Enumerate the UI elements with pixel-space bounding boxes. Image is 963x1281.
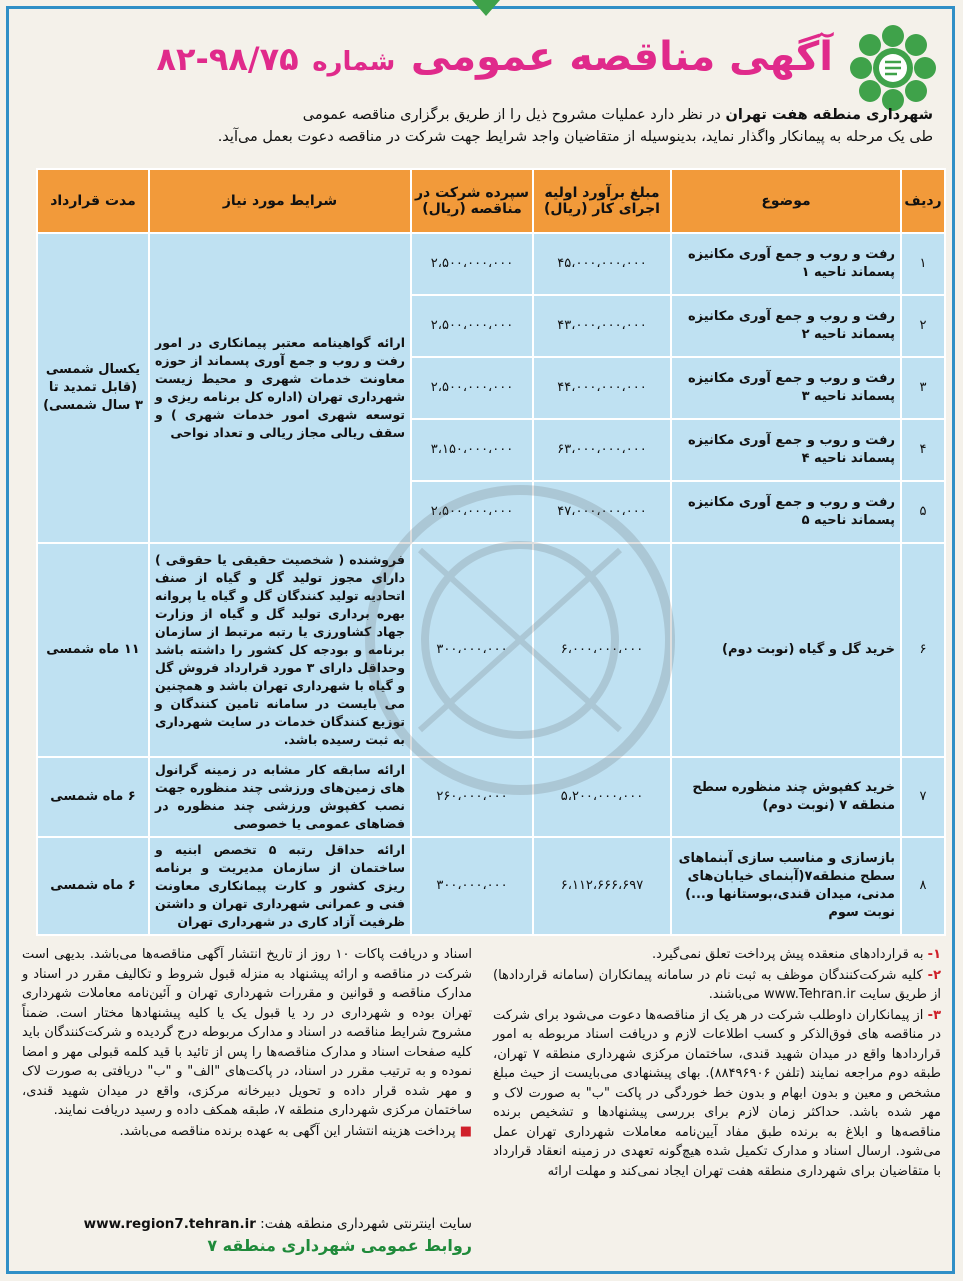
col-header-subject: موضوع: [671, 169, 901, 233]
notes-right-column: [493, 945, 941, 1182]
row-deposit: ۳۰۰،۰۰۰،۰۰۰: [411, 837, 533, 935]
col-header-row: ردیف: [901, 169, 945, 233]
row-number: ۲: [901, 295, 945, 357]
note-publication-cost: [22, 1122, 472, 1142]
website-link[interactable]: www.region7.tehran.ir: [83, 1216, 256, 1232]
notes-left-column: [22, 945, 472, 1142]
table-header-row: [37, 169, 945, 233]
col-header-estimate: مبلغ برآورد اولیه اجرای کار (ریال): [533, 169, 671, 233]
row-estimate: ۶،۰۰۰،۰۰۰،۰۰۰: [533, 543, 671, 757]
row8-conditions: ارائه حداقل رتبه ۵ تخصص ابنیه و ساختمان از سازمان مدیریت و برنامه ریزی کشور و کارت پیمانکاری معاونت فنی و عمرانی شهرداری تهران و داشتن ظرفیت آزاد کاری در شهرداری تهران: [149, 837, 411, 935]
table-row: [37, 543, 945, 757]
note-3-text: از پیمانکاران داوطلب شرکت در هر یک از مناقصه‌ها دعوت می‌شود برای شرکت در مناقصه های فوق‌الذکر و کسب اطلاعات لازم و دریافت اسناد مربوطه به امور قراردادها واقع در میدان شهید قندی، ساختمان مرکزی شهرداری منطقه ۷ تهران، طبقه دوم مراجعه نمایند (تلفن ۸۸۴۹۶۹۰۶). بهای پیشنهادی می‌بایست از حیث مبلغ مشخص و معین و بدون ابهام و بدون خط خوردگی در پاکت "ب" به صورت لاک و مهر شده باشد. حداکثر زمان لازم برای بررسی پیشنهادها و تشخیص برنده مناقصه‌ها و ابلاغ به برنده طبق مفاد آیین‌نامه معاملات شهرداری تهران عمل می‌شود. ارسال اسناد و مدارک تکمیل شده هیچ‌گونه تعهدی در زمینه انعقاد قرارداد با متقاضیان برای شهرداری منطقه هفت تهران ایجاد نمی‌کند و مهلت ارائه: [493, 1007, 942, 1179]
table-row: [37, 233, 945, 295]
notice-title: [156, 34, 833, 80]
row-estimate: ۴۵،۰۰۰،۰۰۰،۰۰۰: [533, 233, 671, 295]
tehran-municipality-logo-icon: [847, 22, 939, 114]
row-deposit: ۳،۱۵۰،۰۰۰،۰۰۰: [411, 419, 533, 481]
table-row: [37, 757, 945, 837]
row-subject: خرید کفپوش چند منظوره سطح منطقه ۷ (نوبت دوم): [671, 757, 901, 837]
row-number: ۷: [901, 757, 945, 837]
table-row: [37, 837, 945, 935]
note-2: [493, 966, 941, 1005]
row-deposit: ۲،۵۰۰،۰۰۰،۰۰۰: [411, 233, 533, 295]
row-subject: رفت و روب و جمع آوری مکانیزه پسماند ناحیه ۵: [671, 481, 901, 543]
row-number: ۴: [901, 419, 945, 481]
row-deposit: ۲،۵۰۰،۰۰۰،۰۰۰: [411, 357, 533, 419]
row7-duration: ۶ ماه شمسی: [37, 757, 149, 837]
note-3-number: ۳-: [927, 1007, 941, 1023]
note-3: [493, 1006, 941, 1182]
row-estimate: ۶،۱۱۲،۶۶۶،۶۹۷: [533, 837, 671, 935]
row-number: ۶: [901, 543, 945, 757]
row-estimate: ۵،۲۰۰،۰۰۰،۰۰۰: [533, 757, 671, 837]
row-deposit: ۲۶۰،۰۰۰،۰۰۰: [411, 757, 533, 837]
col-header-deposit: سپرده شرکت در مناقصه (ریال): [411, 169, 533, 233]
row-subject: رفت و روب و جمع آوری مکانیزه پسماند ناحیه ۲: [671, 295, 901, 357]
row-subject: رفت و روب و جمع آوری مکانیزه پسماند ناحیه ۴: [671, 419, 901, 481]
tender-table: [36, 168, 946, 936]
row-deposit: ۲،۵۰۰،۰۰۰،۰۰۰: [411, 295, 533, 357]
note-1-number: ۱-: [927, 947, 941, 962]
row6-duration: ۱۱ ماه شمسی: [37, 543, 149, 757]
website-label: سایت اینترنتی شهرداری منطقه هفت:: [260, 1216, 472, 1232]
website-line: [22, 1216, 472, 1232]
bullet-icon: ■: [459, 1123, 472, 1139]
group1-conditions: ارائه گواهینامه معتبر پیمانکاری در امور رفت و روب و جمع آوری پسماند از حوزه معاونت خدمات شهری و محیط زیست شهرداری تهران (اداره کل برنامه ریزی و توسعه شهری امور خدمات شهری ) و سقف ریالی مجاز ریالی و تعداد نواحی: [149, 233, 411, 543]
note-2-text: کلیه شرکت‌کنندگان موظف به ثبت نام در سامانه پیمانکاران (سامانه قراردادها) از طریق سایت www.Tehran.ir می‌باشند.: [493, 967, 941, 1002]
public-relations-footer: روابط عمومی شهرداری منطقه ۷: [207, 1236, 472, 1255]
row6-conditions: فروشنده ( شخصیت حقیقی یا حقوقی ) دارای مجوز تولید گل و گیاه از صنف اتحادیه تولید کنندگان گل و گیاه یا پروانه بهره برداری تولید گل و گیاه از وزارت جهاد کشاورزی یا رتبه مرتبط از سازمان برنامه و بودجه کل کشور را داشته باشد وحداقل دارای ۳ مورد قرارداد فروش گل و گیاه با شهرداری تهران باشد و همچنین می بایست در سامانه تامین کنندگان و توزیع کنندگان خدمات در سایت شهرداری به ثبت رسیده باشد.: [149, 543, 411, 757]
title-text: آگهی مناقصه عمومی: [410, 34, 833, 80]
note-1-text: به قراردادهای منعقده پیش پرداخت تعلق نمی‌گیرد.: [651, 947, 924, 962]
tender-number: ۸۲-۹۸/۷۵: [156, 40, 299, 78]
note-publication-cost-text: پرداخت هزینه انتشار این آگهی به عهده برنده مناقصه می‌باشد.: [119, 1123, 456, 1139]
intro-line2: طی یک مرحله به پیمانکار واگذار نماید، بدینوسیله از متقاضیان واجد شرایط جهت شرکت در مناقصه دعوت بعمل می‌آید.: [217, 129, 933, 145]
row8-duration: ۶ ماه شمسی: [37, 837, 149, 935]
note-2-number: ۲-: [927, 967, 941, 983]
intro-paragraph: [30, 104, 933, 148]
row-subject: رفت و روب و جمع آوری مکانیزه پسماند ناحیه ۳: [671, 357, 901, 419]
row-estimate: ۴۴،۰۰۰،۰۰۰،۰۰۰: [533, 357, 671, 419]
note-continuation: اسناد و دریافت پاکات ۱۰ روز از تاریخ انتشار آگهی مناقصه‌ها می‌باشد. بدیهی است شرکت در مناقصه و ارائه پیشنهاد به منزله قبول شروط و تکالیف مقرر در اسناد و مدارک مناقصه و قوانین و مقررات شهرداری تهران و آئین‌نامه معاملات شهرداری تهران بوده و شهرداری در رد یا قبول یک یا کلیه پیشنهادها مختار است. ضمناً مشروح شرایط مناقصه در اسناد و مدارک مربوطه درج گردیده و شرکت‌کنندگان باید کلیه صفحات اسناد و مدارک مناقصه‌ها را پس از تائید با قید کلمه قبولی مهر و امضا نموده و به ترتیب مقرر در اسناد، در پاکت‌های "الف" و "ب" دریافتی به صورت لاک و مهر شده قرار داده و تحویل دبیرخانه مرکزی، واقع در میدان شهید قندی، ساختمان مرکزی شهرداری منطقه ۷، طبقه همکف داده و رسید دریافت نمایند.: [22, 947, 472, 1118]
top-marker: [472, 0, 500, 16]
row-estimate: ۴۳،۰۰۰،۰۰۰،۰۰۰: [533, 295, 671, 357]
row7-conditions: ارائه سابقه کار مشابه در زمینه گرانول های زمین‌های ورزشی چند منظوره جهت نصب کفپوش ورزشی چند منظوره در فضاهای عمومی یا خصوصی: [149, 757, 411, 837]
row-subject: خرید گل و گیاه (نوبت دوم): [671, 543, 901, 757]
intro-line1: در نظر دارد عملیات مشروح ذیل را از طریق برگزاری مناقصه عمومی: [302, 107, 721, 123]
row-number: ۸: [901, 837, 945, 935]
row-subject: رفت و روب و جمع آوری مکانیزه پسماند ناحیه ۱: [671, 233, 901, 295]
col-header-conditions: شرایط مورد نیاز: [149, 169, 411, 233]
row-estimate: ۴۷،۰۰۰،۰۰۰،۰۰۰: [533, 481, 671, 543]
row-number: ۱: [901, 233, 945, 295]
row-number: ۳: [901, 357, 945, 419]
note-1: [493, 945, 941, 965]
col-header-duration: مدت قرارداد: [37, 169, 149, 233]
row-deposit: ۲،۵۰۰،۰۰۰،۰۰۰: [411, 481, 533, 543]
row-deposit: ۳۰۰،۰۰۰،۰۰۰: [411, 543, 533, 757]
intro-org: شهرداری منطقه هفت تهران: [725, 107, 933, 123]
group1-duration: یکسال شمسی (قابل تمدید تا ۳ سال شمسی): [37, 233, 149, 543]
row-number: ۵: [901, 481, 945, 543]
number-label: شماره: [312, 47, 396, 77]
row-subject: بازسازی و مناسب سازی آبنماهای سطح منطقه۷(آبنمای خیابان‌های مدنی، میدان قندی،بوستانها و...) نوبت سوم: [671, 837, 901, 935]
row-estimate: ۶۳،۰۰۰،۰۰۰،۰۰۰: [533, 419, 671, 481]
